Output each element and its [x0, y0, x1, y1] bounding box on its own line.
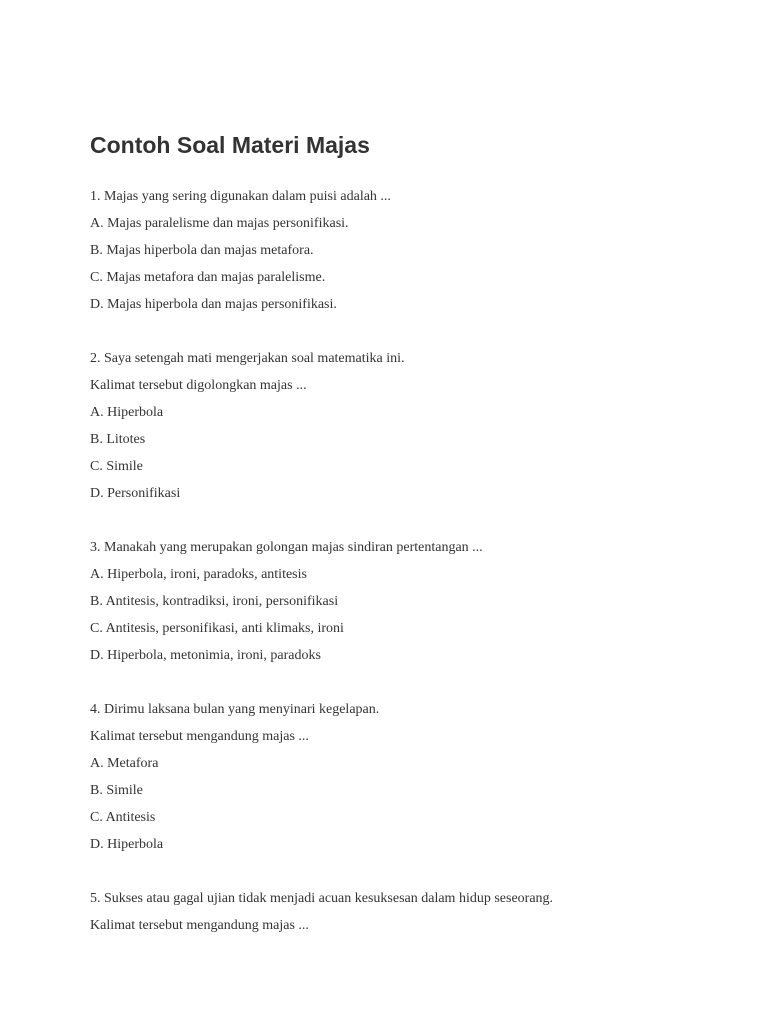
- answer-option: D. Majas hiperbola dan majas personifikasi.: [90, 297, 337, 312]
- question-prompt: Kalimat tersebut mengandung majas ...: [90, 918, 309, 933]
- answer-option: B. Litotes: [90, 432, 146, 447]
- question-text: 5. Sukses atau gagal ujian tidak menjadi acuan kesuksesan dalam hidup seseorang.: [90, 891, 554, 906]
- question-prompt: Kalimat tersebut mengandung majas ...: [90, 729, 309, 744]
- answer-option: B. Antitesis, kontradiksi, ironi, personifikasi: [90, 594, 339, 609]
- question-text: 4. Dirimu laksana bulan yang menyinari kegelapan.: [90, 702, 380, 717]
- answer-option: C. Antitesis, personifikasi, anti klimaks, ironi: [90, 621, 344, 636]
- answer-option: A. Metafora: [90, 756, 159, 771]
- answer-option: C. Simile: [90, 459, 143, 474]
- page-title: Contoh Soal Materi Majas: [90, 132, 370, 158]
- question-text: 1. Majas yang sering digunakan dalam puisi adalah ...: [90, 189, 391, 204]
- question-5: [90, 885, 710, 939]
- answer-option: B. Majas hiperbola dan majas metafora.: [90, 243, 314, 258]
- question-text: 2. Saya setengah mati mengerjakan soal matematika ini.: [90, 351, 405, 366]
- question-2: [90, 345, 710, 507]
- question-4: [90, 696, 710, 858]
- answer-option: A. Hiperbola: [90, 405, 164, 420]
- question-text: 3. Manakah yang merupakan golongan majas sindiran pertentangan ...: [90, 540, 483, 555]
- answer-option: D. Hiperbola: [90, 837, 164, 852]
- question-prompt: Kalimat tersebut digolongkan majas ...: [90, 378, 307, 393]
- answer-option: A. Majas paralelisme dan majas personifikasi.: [90, 216, 349, 231]
- answer-option: A. Hiperbola, ironi, paradoks, antitesis: [90, 567, 307, 582]
- question-1: [90, 183, 710, 318]
- answer-option: D. Personifikasi: [90, 486, 181, 501]
- answer-option: B. Simile: [90, 783, 143, 798]
- question-3: [90, 534, 710, 669]
- answer-option: C. Majas metafora dan majas paralelisme.: [90, 270, 326, 285]
- question-list: [90, 183, 710, 966]
- answer-option: C. Antitesis: [90, 810, 156, 825]
- answer-option: D. Hiperbola, metonimia, ironi, paradoks: [90, 648, 321, 663]
